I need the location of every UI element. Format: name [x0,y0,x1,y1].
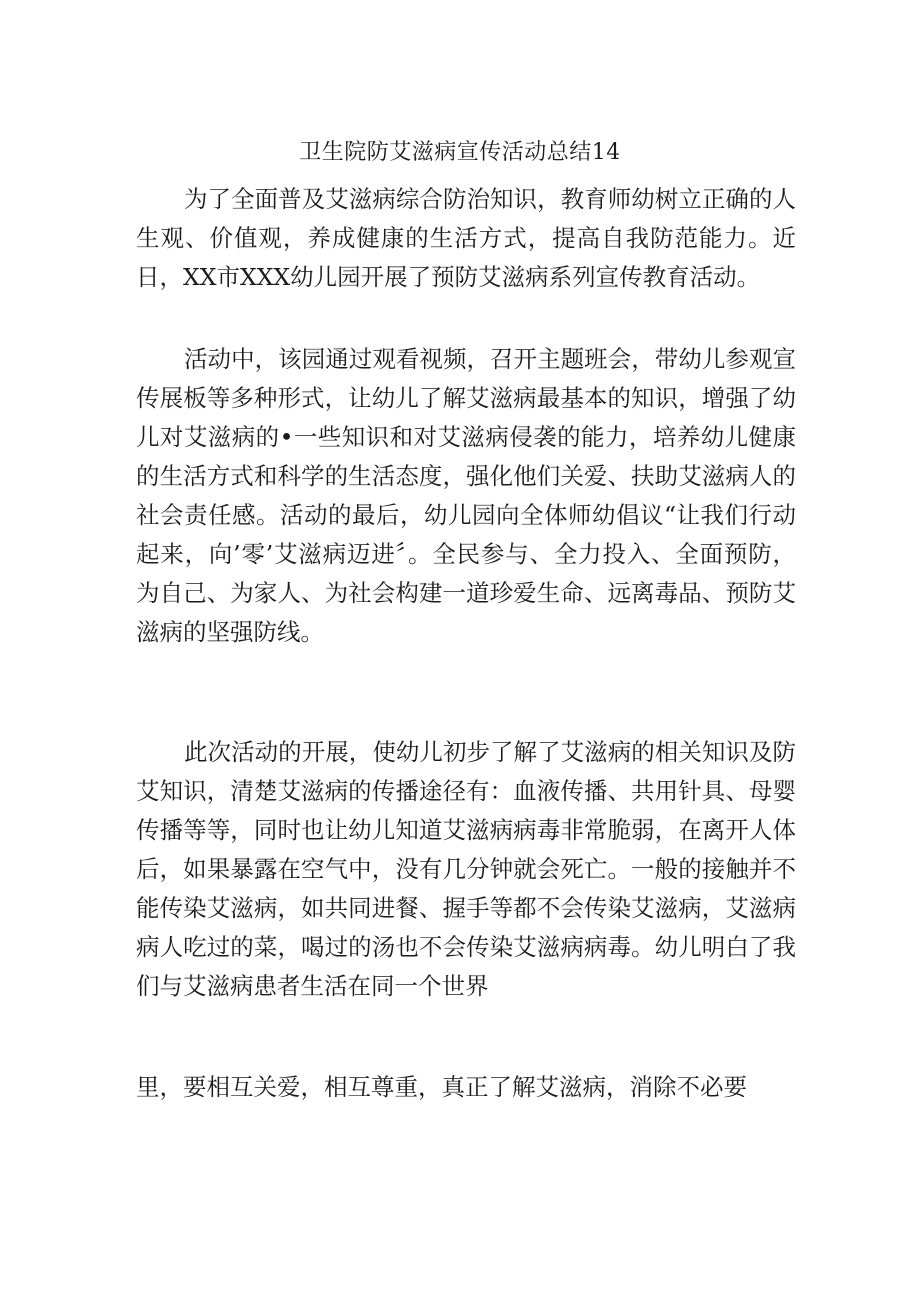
paragraph-continuation: 里，要相互关爱，相互尊重，真正了解艾滋病，消除不必要 [136,1073,747,1101]
paragraph-2: 活动中，该园通过观看视频，召开主题班会，带幼儿参观宣传展板等多种形式，让幼儿了解艾滋病最基本的知识，增强了幼儿对艾滋病的•一些知识和对艾滋病侵袭的能力，培养幼儿健康的生活方式和科学的生活态度，强化他们关爱、扶助艾滋病人的社会责任感。活动的最后，幼儿园向全体师幼倡议“让我们行动起来，向’零’艾滋病迈进〞。全民参与、全力投入、全面预防，为自己、为家人、为社会构建一道珍爱生命、远离毒品、预防艾滋病的坚强防线。 [136,345,796,646]
paragraph-1: 为了全面普及艾滋病综合防治知识，教育师幼树立正确的人生观、价值观，养成健康的生活方式，提高自我防范能力。近日，XX市XXX幼儿园开展了预防艾滋病系列宣传教育活动。 [136,185,796,291]
paragraph-3: 此次活动的开展，使幼儿初步了解了艾滋病的相关知识及防艾知识，清楚艾滋病的传播途径有：血液传播、共用针具、母婴传播等等，同时也让幼儿知道艾滋病病毒非常脆弱，在离开人体后，如果暴露在空气中，没有几分钟就会死亡。一般的接触并不能传染艾滋病，如共同进餐、握手等都不会传染艾滋病，艾滋病病人吃过的菜，喝过的汤也不会传染艾滋病病毒。幼儿明白了我们与艾滋病患者生活在同一个世界 [136,738,796,1000]
document-title: 卫生院防艾滋病宣传活动总结14 [299,140,621,165]
